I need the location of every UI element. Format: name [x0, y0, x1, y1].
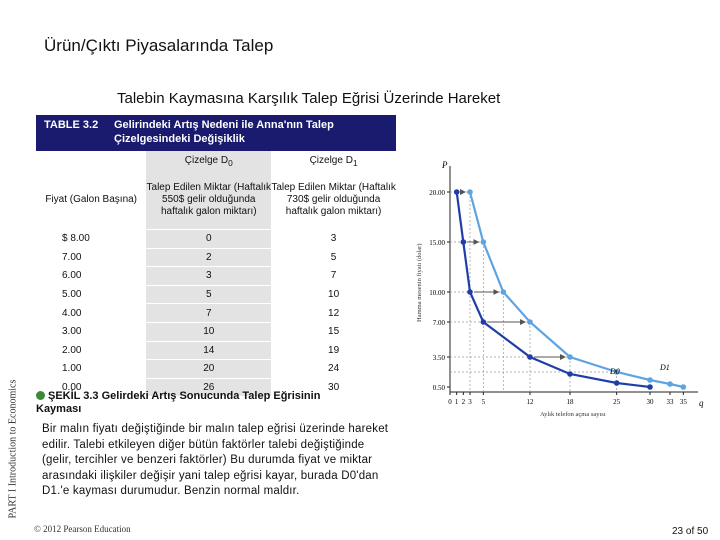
schedule-d1-header [271, 151, 396, 171]
schedule-header-row [36, 151, 396, 171]
figure-caption-body: Bir malın fiyatı değiştiğinde bir malın talep eğrisi üzerinde hareket edilir. Talebi etkileyen diğer bütün faktörler talebi değiştiğinde (gelir, tercihler ve benzeri faktörler) Bu durumda fiyat ve miktar arasındaki ilişkiler değişir yani talep eğrisi kayar, burada D0'dan D1.'e kayması durumudur. Benzin normal maldır. [42, 423, 389, 497]
price-cell: 3.00 [36, 322, 146, 341]
demand-schedule-table [36, 151, 396, 396]
schedule-d0-sub: 0 [228, 157, 233, 168]
curve-label-d0: D0 [610, 367, 620, 376]
d0-quantity-cell: 26 [146, 378, 271, 396]
d1-quantity-cell: 19 [271, 341, 396, 360]
page-number: 23 of 50 [672, 526, 709, 537]
price-cell: 7.00 [36, 248, 146, 267]
d0-quantity-cell: 2 [146, 248, 271, 267]
table-title-line1: Gelirindeki Artış Nedeni ile Anna'nın Talep [114, 119, 334, 131]
d0-quantity-cell: 10 [146, 322, 271, 341]
x-tick-label: 25 [613, 398, 621, 406]
d1-description: Talep Edilen Miktar (Haftalık 730$ gelir olduğunda haftalık galon miktarı) [271, 182, 396, 217]
data-point-d0 [454, 189, 460, 195]
data-point-d0 [614, 380, 620, 386]
demand-curve-d1 [470, 192, 683, 387]
y-tick-label: 3.50 [432, 354, 445, 362]
x-tick-label: 5 [481, 398, 486, 406]
schedule-d1-label: Çizelge D [309, 154, 353, 166]
price-cell: 5.00 [36, 285, 146, 304]
table-row [36, 304, 396, 323]
d1-quantity-cell: 5 [271, 248, 396, 267]
y-tick-label: 20.00 [429, 189, 445, 197]
price-cell: 1.00 [36, 360, 146, 379]
caption-title-line2: Kayması [36, 403, 82, 415]
y-tick-label: 15.00 [429, 239, 445, 247]
d1-quantity-cell: 30 [271, 378, 396, 396]
curve-label-d1: D1 [660, 363, 670, 372]
x-axis-label: Aylık telefon açma sayısı [540, 411, 606, 418]
caption-title-line1: ŞEKİL 3.3 Gelirdeki Artış Sonucunda Talep Eğrisinin [48, 390, 321, 402]
schedule-d0-header [146, 151, 271, 171]
y-tick-label: 0.50 [432, 384, 445, 392]
x-tick-label: 3 [468, 398, 472, 406]
data-point-d0 [461, 239, 467, 245]
x-tick-label: 1 [454, 398, 459, 406]
x-tick-label: 18 [566, 398, 574, 406]
d0-quantity-cell: 5 [146, 285, 271, 304]
data-point-d1 [481, 239, 487, 245]
x-tick-label: 35 [679, 398, 687, 406]
schedule-d0-label: Çizelge D [184, 154, 229, 166]
d1-quantity-cell: 7 [271, 267, 396, 286]
d1-quantity-cell: 3 [271, 230, 396, 249]
price-cell: 0.00 [36, 378, 146, 396]
data-point-d1 [667, 381, 673, 387]
data-point-d1 [501, 289, 507, 295]
table-row [36, 230, 396, 249]
d1-quantity-cell: 12 [271, 304, 396, 323]
slide-subtitle: Talebin Kaymasına Karşılık Talep Eğrisi Üzerinde Hareket [117, 90, 501, 107]
d0-quantity-cell: 20 [146, 360, 271, 379]
side-label-text: PART I Introduction to Economics [7, 379, 19, 519]
table-row [36, 360, 396, 379]
y-tick-label: 7.00 [432, 319, 445, 327]
y-axis-label: Hamma mesenin fiyatı (dolar) [416, 243, 423, 322]
column-description-row [36, 171, 396, 230]
table-row [36, 322, 396, 341]
price-cell: 6.00 [36, 267, 146, 286]
data-point-d0 [647, 384, 653, 390]
x-tick-label: 2 [461, 398, 466, 406]
side-label [6, 350, 20, 520]
figure-caption-title [36, 390, 376, 416]
price-cell: $ 8.00 [36, 230, 146, 249]
copyright: © 2012 Pearson Education [34, 524, 131, 534]
d0-quantity-cell: 0 [146, 230, 271, 249]
d0-description: Talep Edilen Miktar (Haftalık 550$ gelir olduğunda haftalık galon miktarı) [146, 171, 271, 230]
price-header: Fiyat (Galon Başına) [45, 194, 138, 205]
price-cell: 2.00 [36, 341, 146, 360]
x-tick-label: 30 [646, 398, 654, 406]
demand-curve-d0 [457, 192, 650, 387]
demand-curve-chart [405, 160, 710, 418]
table-row [36, 267, 396, 286]
empty-header-cell [36, 151, 146, 171]
d1-quantity-cell: 15 [271, 322, 396, 341]
x-axis-symbol: q [699, 398, 704, 408]
bullet-icon [36, 391, 45, 400]
table-number: TABLE 3.2 [44, 119, 99, 131]
x-tick-label: 0 [448, 398, 452, 406]
table-rows [36, 230, 396, 397]
data-point-d0 [527, 354, 533, 360]
d0-quantity-cell: 7 [146, 304, 271, 323]
x-tick-label: 12 [526, 398, 534, 406]
table-row [36, 248, 396, 267]
data-point-d0 [567, 371, 573, 377]
data-point-d0 [481, 319, 487, 325]
d1-quantity-cell: 24 [271, 360, 396, 379]
data-point-d0 [467, 289, 473, 295]
table-header [36, 115, 396, 151]
x-tick-label: 33 [666, 398, 674, 406]
data-point-d1 [467, 189, 473, 195]
slide-title: Ürün/Çıktı Piyasalarında Talep [44, 36, 274, 55]
y-axis-symbol: P [442, 160, 448, 170]
data-point-d1 [681, 384, 687, 390]
data-point-d1 [647, 377, 653, 383]
data-point-d1 [527, 319, 533, 325]
table-row [36, 285, 396, 304]
table-row [36, 341, 396, 360]
data-point-d1 [567, 354, 573, 360]
d1-quantity-cell: 10 [271, 285, 396, 304]
table-title [114, 118, 384, 146]
price-cell: 4.00 [36, 304, 146, 323]
table-title-line2: Çizelgesindeki Değişiklik [114, 133, 245, 145]
schedule-d1-sub: 1 [352, 157, 358, 168]
d0-quantity-cell: 14 [146, 341, 271, 360]
d0-quantity-cell: 3 [146, 267, 271, 286]
y-tick-label: 10.00 [429, 289, 445, 297]
